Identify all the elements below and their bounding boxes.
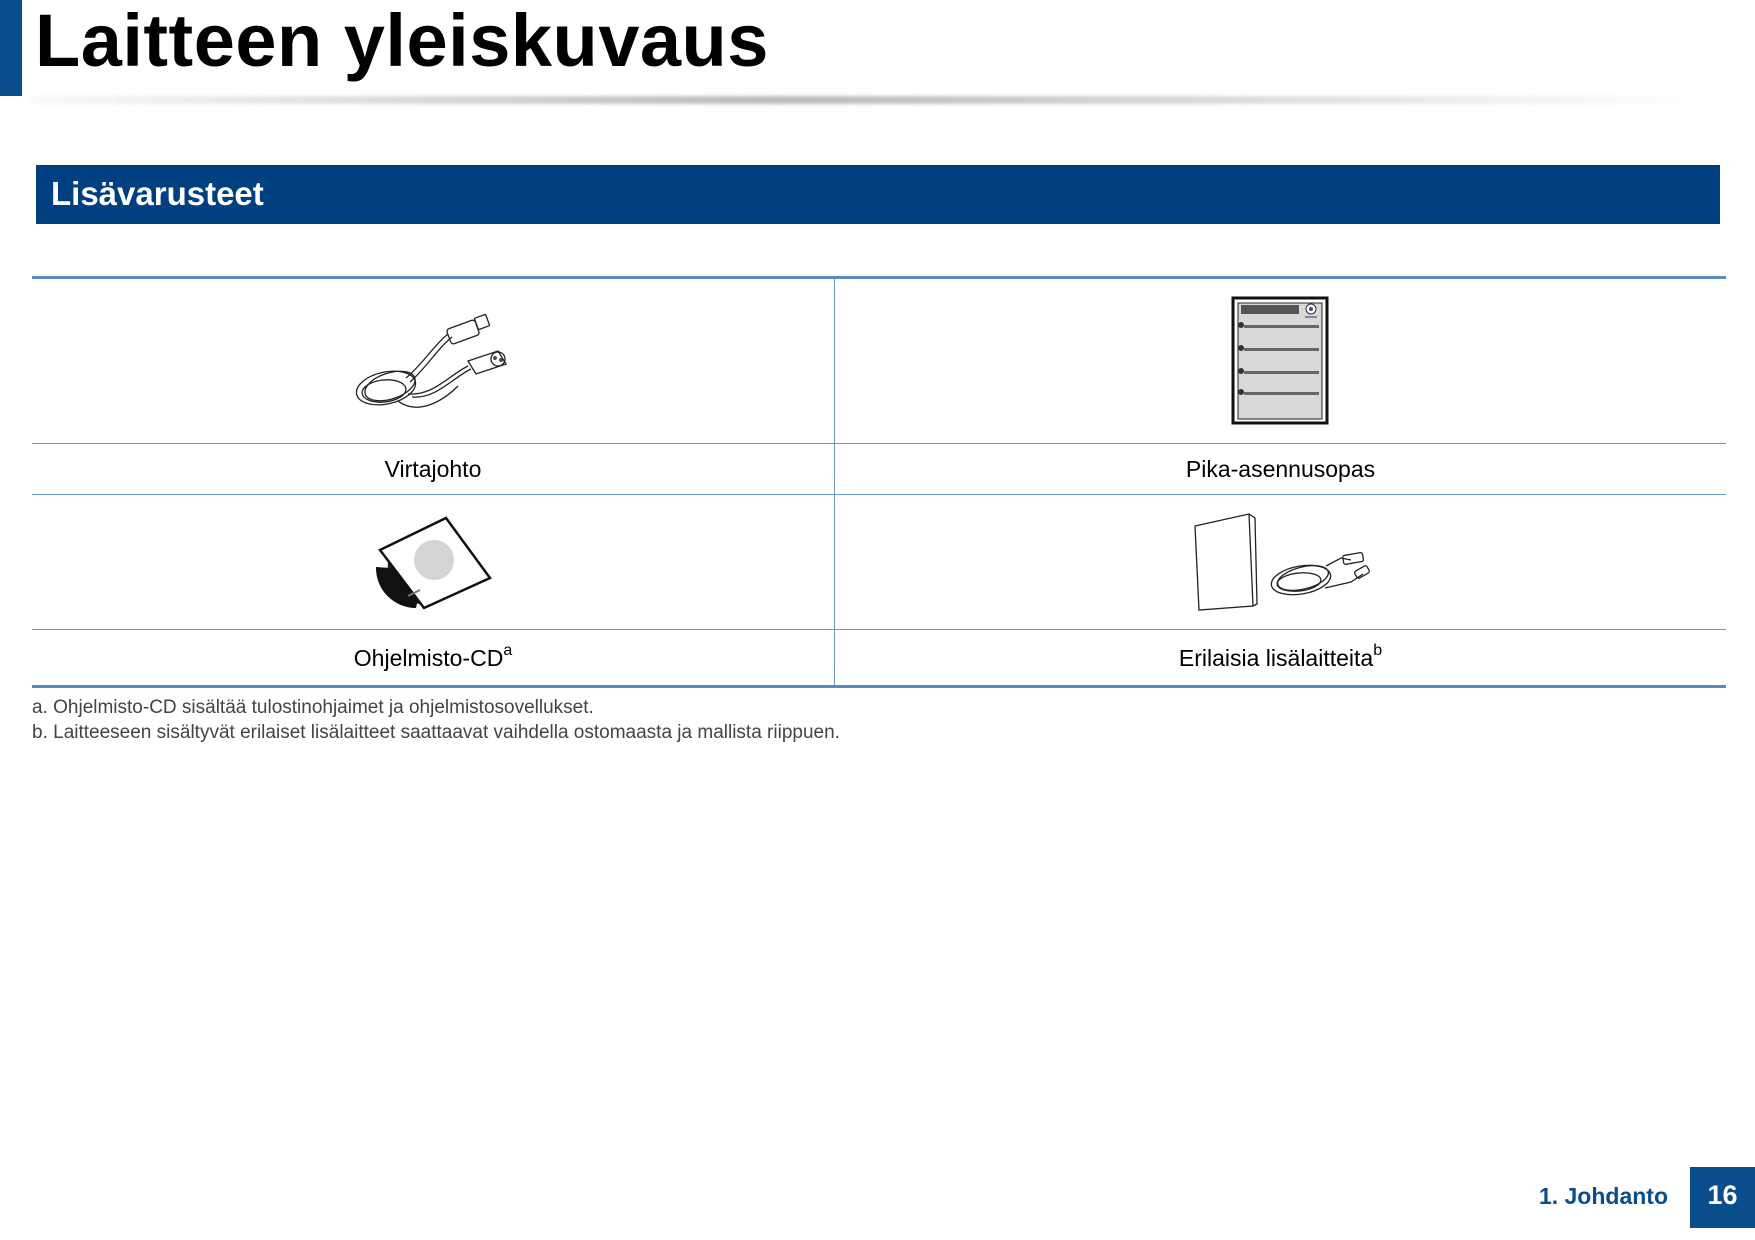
accessories-table bbox=[32, 276, 1726, 688]
table-cell bbox=[32, 444, 835, 495]
footnote-a: a. Ohjelmisto-CD sisältää tulostinohjaimet ja ohjelmistosovellukset. bbox=[32, 697, 594, 718]
section-header bbox=[36, 165, 1720, 224]
item-label: Virtajohto bbox=[384, 456, 482, 482]
item-label: Erilaisia lisälaitteita bbox=[1178, 644, 1374, 671]
footnote-marker: b bbox=[1373, 641, 1383, 659]
footnote-marker: a bbox=[503, 641, 513, 659]
table-cell bbox=[835, 495, 1727, 630]
table-cell bbox=[32, 495, 835, 630]
table-cell bbox=[835, 630, 1727, 687]
page-number: 16 bbox=[1690, 1167, 1755, 1228]
quick-guide-icon bbox=[1231, 296, 1331, 426]
accessories-icon bbox=[1191, 510, 1371, 614]
table-cell bbox=[835, 278, 1727, 444]
page-title: Laitteen yleiskuvaus bbox=[35, 0, 769, 82]
table-row bbox=[32, 278, 1726, 444]
item-label: Pika-asennusopas bbox=[1185, 456, 1376, 482]
software-cd-icon bbox=[368, 512, 498, 612]
power-cord-icon bbox=[348, 306, 518, 416]
table-row bbox=[32, 444, 1726, 495]
title-divider bbox=[30, 96, 1690, 104]
section-title: Lisävarusteet bbox=[51, 175, 264, 212]
table-row bbox=[32, 495, 1726, 630]
table-cell bbox=[32, 278, 835, 444]
title-accent-bar bbox=[0, 0, 22, 96]
table-cell bbox=[32, 630, 835, 687]
chapter-label: 1. Johdanto bbox=[1538, 1183, 1668, 1209]
footnote-b: b. Laitteeseen sisältyvät erilaiset lisälaitteet saattaavat vaihdella ostomaasta ja mallista riippuen. bbox=[32, 722, 840, 743]
table-cell bbox=[835, 444, 1727, 495]
table-row bbox=[32, 630, 1726, 687]
footnotes bbox=[32, 695, 840, 745]
item-label: Ohjelmisto-CD bbox=[353, 644, 504, 671]
